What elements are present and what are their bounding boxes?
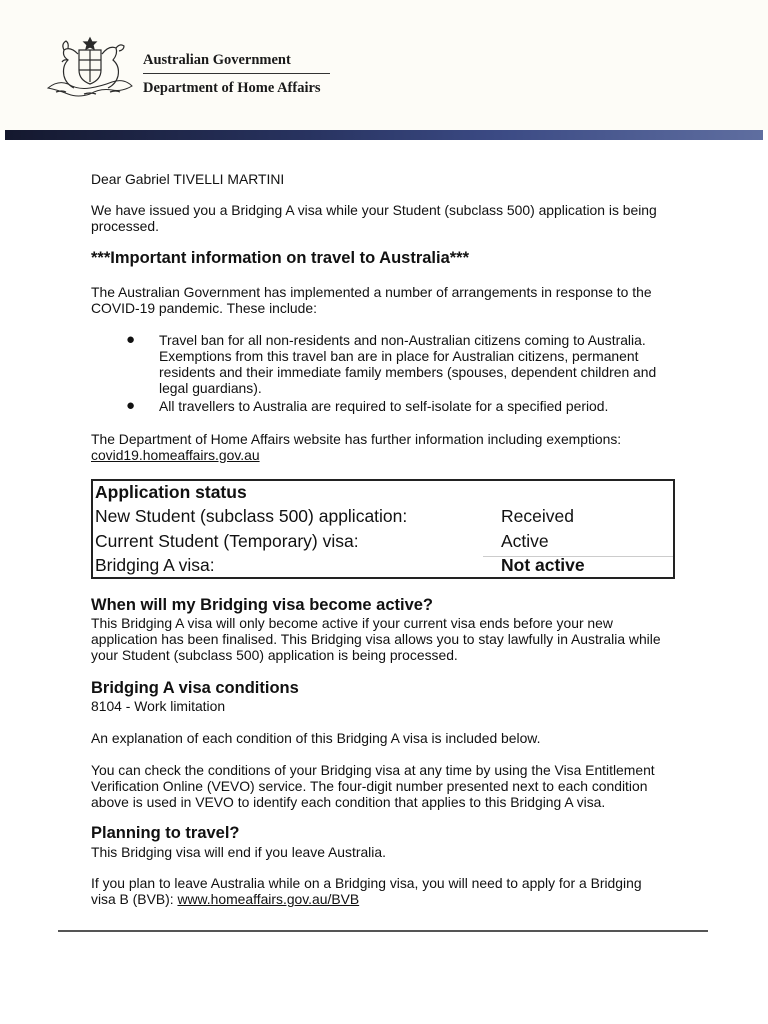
footer-divider	[58, 930, 708, 932]
travel-text: If you plan to leave Australia while on a Bridging visa, you will need to apply for a Bridging	[91, 875, 642, 891]
status-row-label: New Student (subclass 500) application:	[95, 506, 408, 526]
covid-text: The Australian Government has implemented a number of arrangements in response to the	[91, 284, 652, 300]
status-row-value: Received	[501, 506, 574, 526]
active-text: This Bridging A visa will only become active if your current visa ends before your new	[91, 615, 613, 631]
coat-of-arms-icon	[44, 34, 136, 100]
bullet-text: legal guardians).	[159, 380, 262, 396]
travel-text-prefix: visa B (BVB):	[91, 891, 178, 907]
bullet-text: Exemptions from this travel ban are in place for Australian citizens, permanent	[159, 348, 639, 364]
vevo-text: above is used in VEVO to identify each condition that applies to this Bridging A visa.	[91, 794, 606, 810]
letterhead-divider	[143, 73, 330, 74]
bullet-text: All travellers to Australia are required to self-isolate for a specified period.	[159, 398, 609, 414]
government-name: Australian Government	[143, 52, 291, 68]
active-text: your Student (subclass 500) application is being processed.	[91, 647, 458, 663]
application-status-table	[91, 479, 675, 579]
bullet-dot-icon: ●	[126, 331, 136, 348]
vevo-text: Verification Online (VEVO) service. The four-digit number presented next to each condition	[91, 778, 648, 794]
active-text: application has been finalised. This Bridging visa allows you to stay lawfully in Australia while	[91, 631, 661, 647]
travel-heading: ***Important information on travel to Australia***	[91, 249, 470, 267]
status-table-title: Application status	[95, 482, 247, 502]
travel-text: This Bridging visa will end if you leave Australia.	[91, 844, 386, 860]
status-row-label: Bridging A visa:	[95, 555, 215, 575]
intro-text: processed.	[91, 218, 159, 234]
travel-text	[91, 891, 359, 907]
active-heading: When will my Bridging visa become active?	[91, 596, 434, 614]
condition-item: 8104 - Work limitation	[91, 698, 226, 714]
status-row-value: Active	[501, 531, 549, 551]
covid-website-link[interactable]: covid19.homeaffairs.gov.au	[91, 447, 260, 463]
travel-plan-heading: Planning to travel?	[91, 824, 240, 842]
department-name: Department of Home Affairs	[143, 80, 321, 96]
status-row-value: Not active	[501, 555, 585, 575]
vevo-text: You can check the conditions of your Bridging visa at any time by using the Visa Entitlement	[91, 762, 655, 778]
intro-text: We have issued you a Bridging A visa while your Student (subclass 500) application is being	[91, 202, 657, 218]
covid-text: COVID-19 pandemic. These include:	[91, 300, 317, 316]
bullet-text: Travel ban for all non-residents and non-Australian citizens coming to Australia.	[159, 332, 646, 348]
website-text: The Department of Home Affairs website has further information including exemptions:	[91, 431, 622, 447]
bvb-link[interactable]: www.homeaffairs.gov.au/BVB	[177, 891, 360, 907]
conditions-heading: Bridging A visa conditions	[91, 679, 299, 697]
bullet-dot-icon: ●	[126, 397, 136, 414]
conditions-explanation: An explanation of each condition of this Bridging A visa is included below.	[91, 730, 541, 746]
salutation: Dear Gabriel TIVELLI MARTINI	[91, 171, 285, 187]
status-row-label: Current Student (Temporary) visa:	[95, 531, 359, 551]
bullet-text: residents and their immediate family members (spouses, dependent children and	[159, 364, 657, 380]
brand-band	[5, 130, 763, 140]
